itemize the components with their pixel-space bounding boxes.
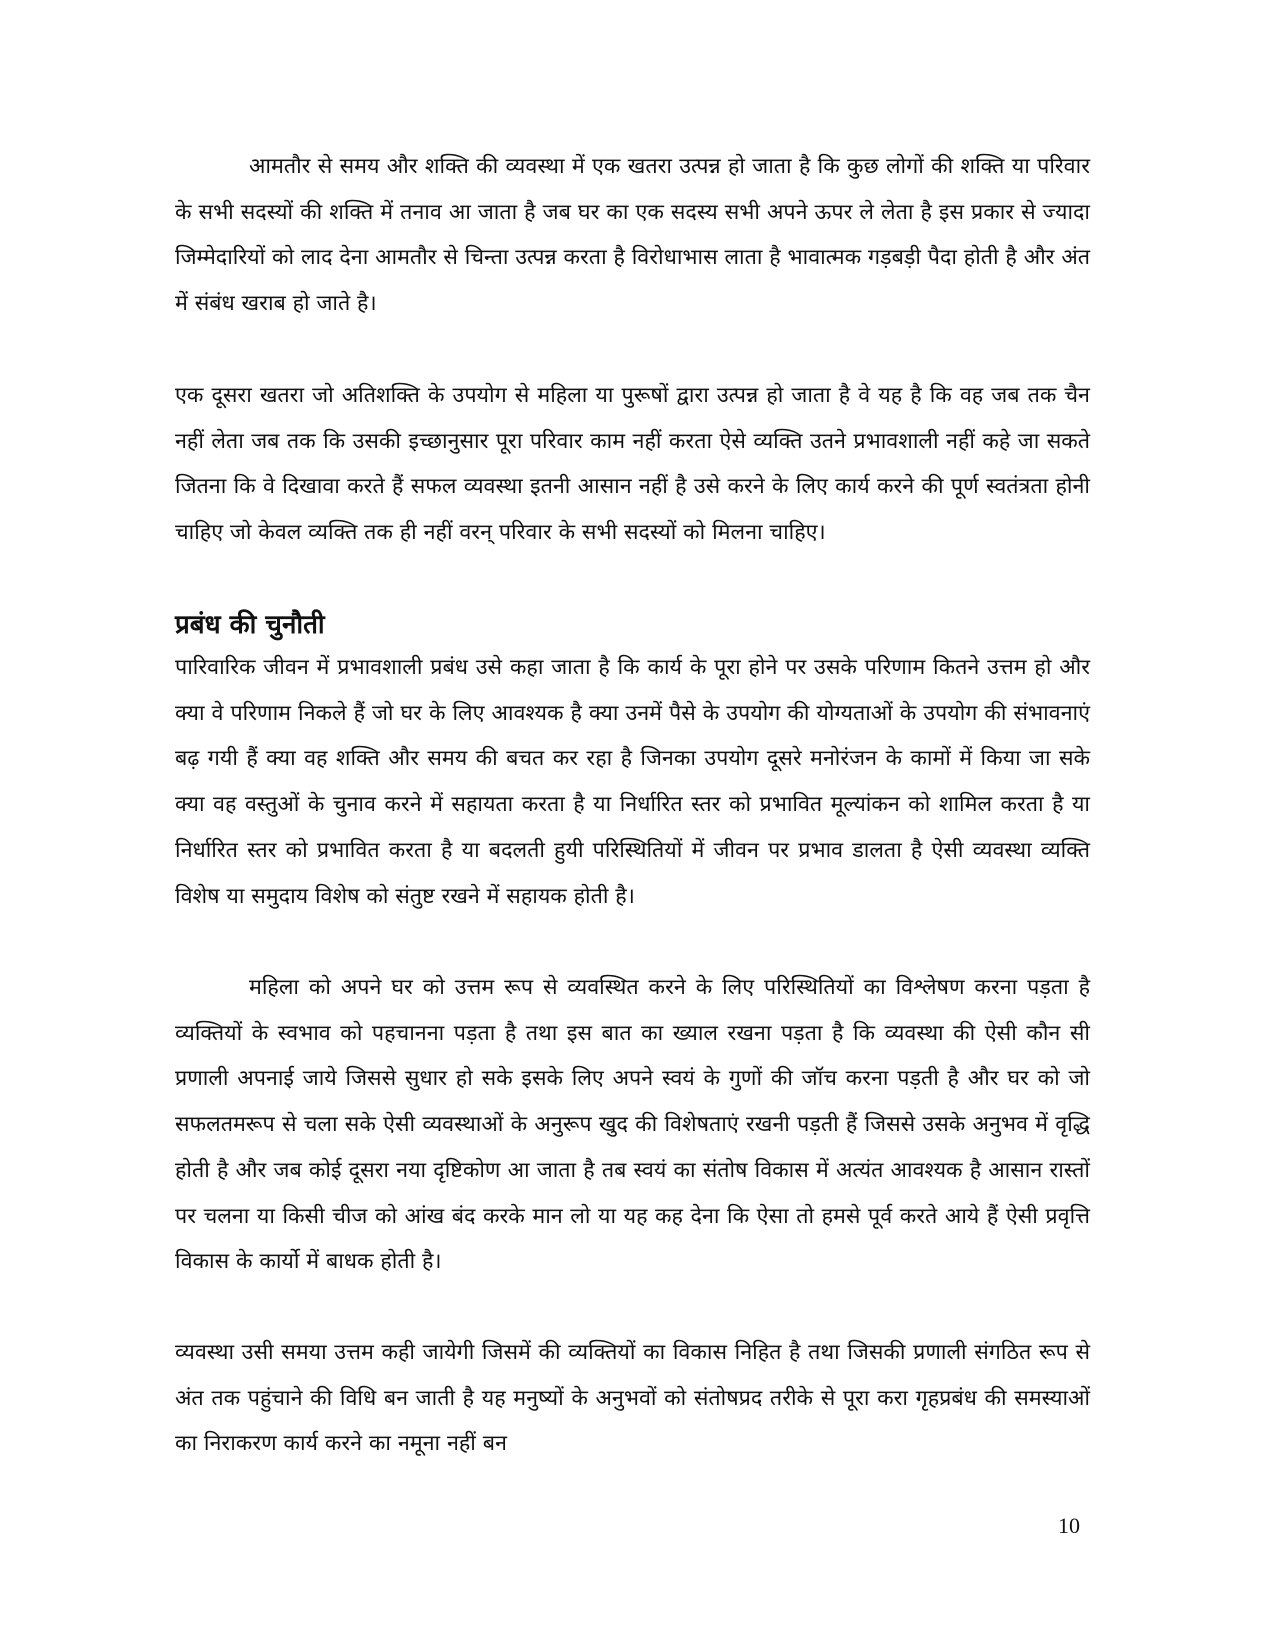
page-number: 10 [1058, 1513, 1080, 1538]
paragraph-effective-management: पारिवारिक जीवन में प्रभावशाली प्रबंध उसे कहा जाता है कि कार्य के पूरा होने पर उसके परिणाम कितने उत्तम हो और क्या वे परिणाम निकले हैं जो घर के लिए आवश्यक है क्या उनमें पैसे के उपयोग की योग्यताओं के उपयोग की संभावनाएं बढ़ गयी हैं क्या वह शक्ति और समय की बचत कर रहा है जिनका उपयोग दूसरे मनोरंजन के कामों में किया जा सके क्या वह वस्तुओं के चुनाव करने में सहायता करता है या निर्धारित स्तर को प्रभावित मूल्यांकन को शामिल करता है या निर्धारित स्तर को प्रभावित करता है या बदलती हुयी परिस्थितियों में जीवन पर प्रभाव डालता है ऐसी व्यवस्था व्यक्ति विशेष या समुदाय विशेष को संतुष्ट रखने में सहायक होती है। [175, 655, 1090, 909]
paragraph-time-energy-risk: आमतौर से समय और शक्ति की व्यवस्था में एक खतरा उत्पन्न हो जाता है कि कुछ लोगों की शक्ति या परिवार के सभी सदस्यों की शक्ति में तनाव आ जाता है जब घर का एक सदस्य सभी अपने ऊपर ले लेता है इस प्रकार से ज्यादा जिम्मेदारियों को लाद देना आमतौर से चिन्ता उत्पन्न करता है विरोधाभास लाता है भावात्मक गड़बड़ी पैदा होती है और अंत में संबंध खराब हो जाते है। [175, 154, 1090, 317]
section-heading: प्रबंध की चुनौती [175, 610, 325, 640]
paragraph-good-system: व्यवस्था उसी समया उत्तम कही जायेगी जिसमें की व्यक्तियों का विकास निहित है तथा जिसकी प्रणाली संगठित रूप से अंत तक पहुंचाने की विधि बन जाती है यह मनुष्यों के अनुभवों को संतोषप्रद तरीके से पूरा करा गृहप्रबंध की समस्याओं का निराकरण कार्य करने का नमूना नहीं बन [175, 1340, 1090, 1457]
paragraph-woman-household: महिला को अपने घर को उत्तम रूप से व्यवस्थित करने के लिए परिस्थितियों का विश्लेषण करना पड़ता है व्यक्तियों के स्वभाव को पहचानना पड़ता है तथा इस बात का ख्याल रखना पड़ता है कि व्यवस्था की ऐसी कौन सी प्रणाली अपनाई जाये जिससे सुधार हो सके इसके लिए अपने स्वयं के गुणों की जॉच करना पड़ती है और घर को जो सफलतमरूप से चला सके ऐसी व्यवस्थाओं के अनुरूप खुद की विशेषताएं रखनी पड़ती हैं जिससे उसके अनुभव में वृद्धि होती है और जब कोई दूसरा नया दृष्टिकोण आ जाता है तब स्वयं का संतोष विकास में अत्यंत आवश्यक है आसान रास्तों पर चलना या किसी चीज को आंख बंद करके मान लो या यह कह देना कि ऐसा तो हमसे पूर्व करते आये हैं ऐसी प्रवृत्ति विकास के कार्यो में बाधक होती है। [175, 975, 1090, 1275]
paragraph-second-risk: एक दूसरा खतरा जो अतिशक्ति के उपयोग से महिला या पुरूषों द्वारा उत्पन्न हो जाता है वे यह है कि वह जब तक चैन नहीं लेता जब तक कि उसकी इच्छानुसार पूरा परिवार काम नहीं करता ऐसे व्यक्ति उतने प्रभावशाली नहीं कहे जा सकते जितना कि वे दिखावा करते हैं सफल व्यवस्था इतनी आसान नहीं है उसे करने के लिए कार्य करने की पूर्ण स्वतंत्रता होनी चाहिए जो केवल व्यक्ति तक ही नहीं वरन् परिवार के सभी सदस्यों को मिलना चाहिए। [175, 383, 1090, 546]
